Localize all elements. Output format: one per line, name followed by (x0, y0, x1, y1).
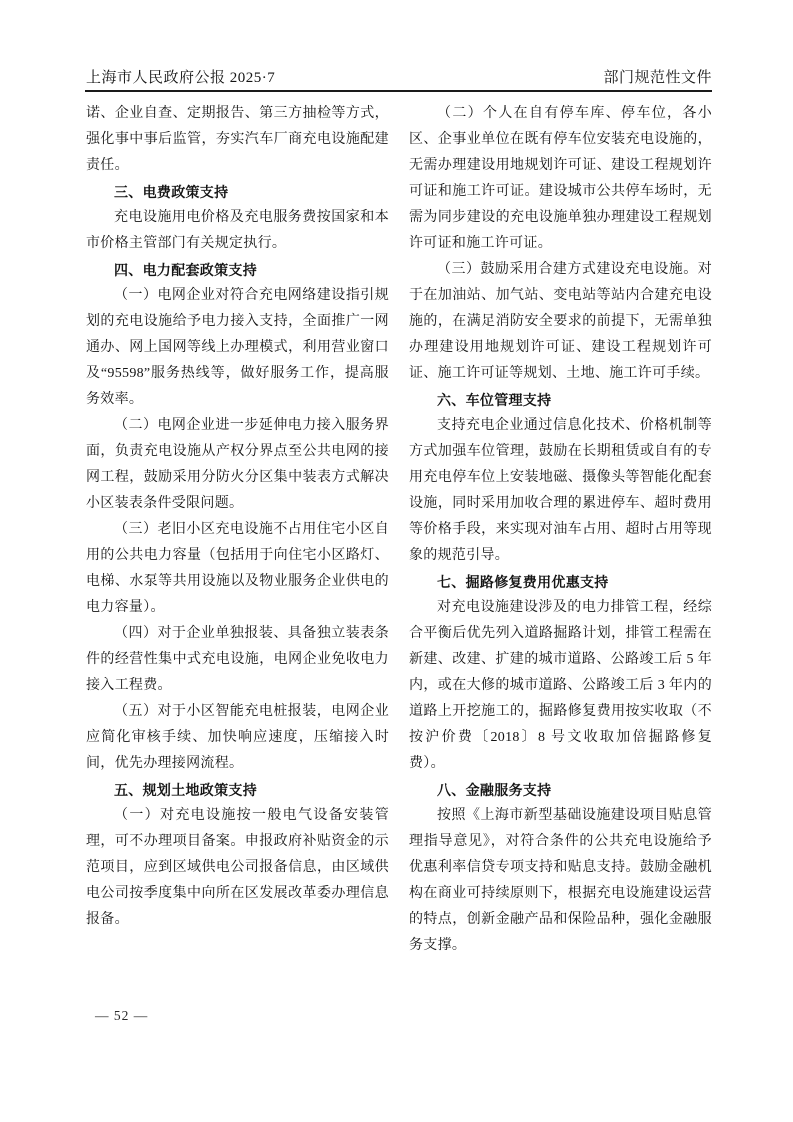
paragraph: 充电设施用电价格及充电服务费按国家和本市价格主管部门有关规定执行。 (86, 210, 389, 251)
paragraph: 诺、企业自查、定期报告、第三方抽检等方式，强化事中事后监管，夯实汽车厂商充电设施配建责任。 (86, 106, 389, 173)
paragraph: 按照《上海市新型基础设施建设项目贴息管理指导意见》，对符合条件的公共充电设施给予优惠利率信贷专项支持和贴息支持。鼓励金融机构在商业可持续原则下，根据充电设施建设运营的特点，创新金融产品和保险品种，强化金融服务支撑。 (409, 808, 712, 953)
section-heading: 七、掘路修复费用优惠支持 (437, 574, 609, 590)
column-right (409, 101, 712, 959)
page-header (86, 66, 712, 87)
paragraph: （一）对充电设施按一般电气设备安装管理，可不办理项目备案。申报政府补贴资金的示范项目，应到区域供电公司报备信息，由区域供电公司按季度集中向所在区发展改革委办理信息报备。 (86, 808, 389, 927)
body-columns (86, 101, 712, 959)
section-heading: 六、车位管理支持 (437, 392, 552, 408)
paragraph: （五）对于小区智能充电桩报装，电网企业应简化审核手续、加快响应速度，压缩接入时间，优先办理接网流程。 (86, 704, 389, 771)
section-heading: 五、规划土地政策支持 (114, 782, 257, 798)
paragraph: （三）鼓励采用合建方式建设充电设施。对于在加油站、加气站、变电站等站内合建充电设施的，在满足消防安全要求的前提下，无需单独办理建设用地规划许可证、建设工程规划许可证、施工许可证等规划、土地、施工许可手续。 (409, 262, 712, 381)
column-left (86, 101, 389, 959)
paragraph: 支持充电企业通过信息化技术、价格机制等方式加强车位管理，鼓励在长期租赁或自有的专用充电停车位上安装地磁、摄像头等智能化配套设施，同时采用加收合理的累进停车、超时费用等价格手段，来实现对油车占用、超时占用等现象的规范引导。 (409, 418, 712, 563)
paragraph: （四）对于企业单独报装、具备独立装表条件的经营性集中式充电设施，电网企业免收电力接入工程费。 (86, 626, 389, 693)
section-label: 部门规范性文件 (603, 70, 712, 86)
page-number: — 52 — (95, 1008, 149, 1023)
section-heading: 四、电力配套政策支持 (114, 262, 257, 278)
section-heading: 八、金融服务支持 (437, 782, 552, 798)
paragraph: （二）个人在自有停车库、停车位，各小区、企事业单位在既有停车位安装充电设施的，无需办理建设用地规划许可证、建设工程规划许可证和施工许可证。建设城市公共停车场时，无需为同步建设的充电设施单独办理建设工程规划许可证和施工许可证。 (409, 106, 712, 251)
paragraph: 对充电设施建设涉及的电力排管工程，经综合平衡后优先列入道路掘路计划，排管工程需在新建、改建、扩建的城市道路、公路竣工后 5 年内，或在大修的城市道路、公路竣工后 3 年内的道路上开挖施工的，掘路修复费用按实收取（不按沪价费〔2018〕8 号文收取加倍掘路修复费）。 (409, 600, 712, 771)
paragraph: （二）电网企业进一步延伸电力接入服务界面，负责充电设施从产权分界点至公共电网的接网工程，鼓励采用分防火分区集中装表方式解决小区装表条件受限问题。 (86, 418, 389, 511)
gazette-title: 上海市人民政府公报 2025·7 (86, 70, 276, 86)
section-heading: 三、电费政策支持 (114, 184, 229, 200)
paragraph: （一）电网企业对符合充电网络建设指引规划的充电设施给予电力接入支持，全面推广一网通办、网上国网等线上办理模式，利用营业窗口及“95598”服务热线等，做好服务工作，提高服务效率。 (86, 288, 389, 407)
header-divider (85, 90, 712, 92)
paragraph: （三）老旧小区充电设施不占用住宅小区自用的公共电力容量（包括用于向住宅小区路灯、电梯、水泵等共用设施以及物业服务企业供电的电力容量）。 (86, 522, 389, 615)
